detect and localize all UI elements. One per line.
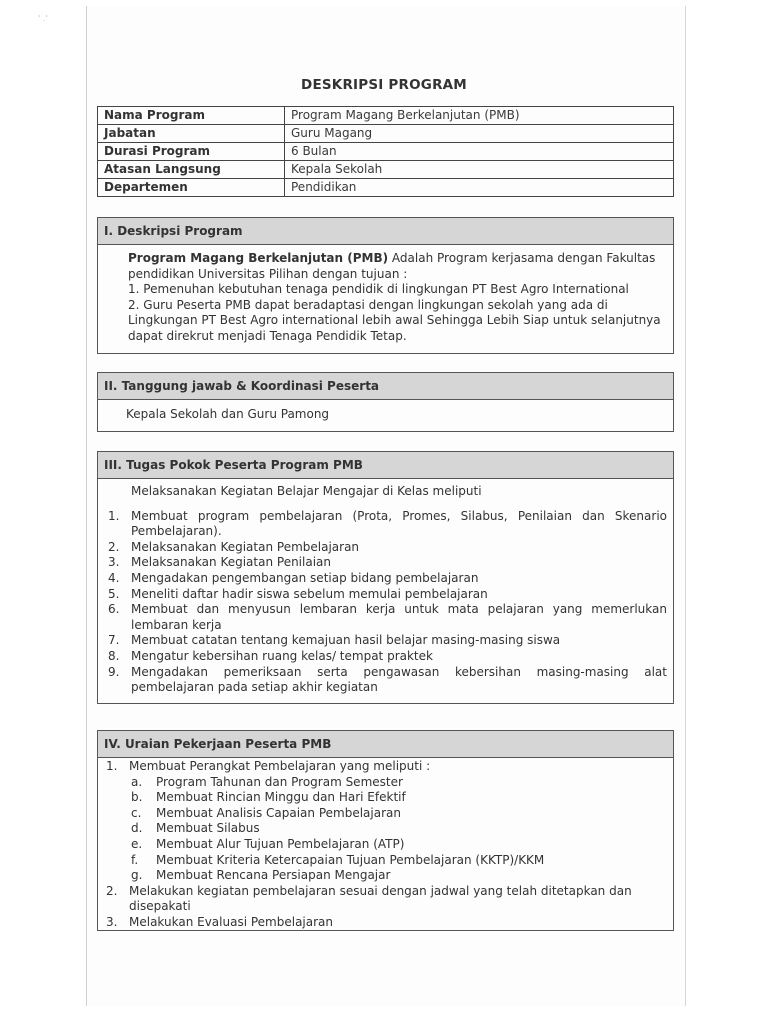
item-text: Melaksanakan Kegiatan Penilaian xyxy=(131,555,331,570)
info-label: Atasan Langsung xyxy=(98,161,285,179)
item-text: Mengadakan pemeriksaan serta pengawasan kebersihan masing-masing alat pembelajaran pada setiap akhir kegiatan xyxy=(131,664,667,695)
item-number: 2. xyxy=(108,539,120,554)
sub-letter: a. xyxy=(131,774,143,789)
sub-item xyxy=(106,821,673,837)
sub-item xyxy=(106,853,673,869)
list-item xyxy=(108,587,667,603)
item-text: Meneliti daftar hadir siswa sebelum memulai pembelajaran xyxy=(131,586,488,601)
section-body xyxy=(98,479,673,696)
list-item xyxy=(108,633,667,649)
sub-letter: b. xyxy=(131,790,143,805)
goal-item: 1. Pemenuhan kebutuhan tenaga pendidik di lingkungan PT Best Agro International xyxy=(128,282,629,297)
goal-item: 2. Guru Peserta PMB dapat beradaptasi dengan lingkungan sekolah yang ada di Lingkungan PT Best Agro international lebih awal Sehingga Lebih Siap untuk selanjutnya dapat direkrut menjadi Tenaga Pendidik Tetap. xyxy=(128,297,661,343)
section-intro: Melaksanakan Kegiatan Belajar Mengajar di Kelas meliputi xyxy=(131,484,482,498)
item-text: Mengadakan pengembangan setiap bidang pembelajaran xyxy=(131,570,479,585)
sub-item xyxy=(106,837,673,853)
table-row xyxy=(98,161,674,179)
item-number: 3. xyxy=(108,555,120,570)
list-item xyxy=(108,555,667,571)
item-number: 1. xyxy=(108,508,120,523)
info-value: Kepala Sekolah xyxy=(285,161,674,179)
item-text: Melaksanakan Kegiatan Pembelajaran xyxy=(131,539,360,554)
sub-text: Membuat Alur Tujuan Pembelajaran (ATP) xyxy=(156,836,405,851)
item-number: 7. xyxy=(108,633,120,648)
sub-text: Program Tahunan dan Program Semester xyxy=(156,774,403,789)
table-row xyxy=(98,143,674,161)
list-item xyxy=(108,602,667,633)
section-body xyxy=(98,245,673,345)
item-text: Membuat catatan tentang kemajuan hasil belajar masing-masing siswa xyxy=(131,633,561,648)
item-number: 4. xyxy=(108,570,120,585)
section-header: IV. Uraian Pekerjaan Peserta PMB xyxy=(98,731,673,758)
section-text: Kepala Sekolah dan Guru Pamong xyxy=(126,407,330,421)
item-text: Melakukan kegiatan pembelajaran sesuai dengan jadwal yang telah ditetapkan dan disepakati xyxy=(129,883,632,914)
section-tugas-pokok xyxy=(97,451,674,704)
table-row xyxy=(98,179,674,197)
sub-letter: f. xyxy=(131,852,139,867)
info-label: Departemen xyxy=(98,179,285,197)
section-header: II. Tanggung jawab & Koordinasi Peserta xyxy=(98,373,673,400)
info-label: Jabatan xyxy=(98,125,285,143)
list-item xyxy=(106,915,673,931)
list-item xyxy=(106,759,673,775)
scan-speck: ' .' xyxy=(38,14,48,23)
info-value: Pendidikan xyxy=(285,179,674,197)
section-header: I. Deskripsi Program xyxy=(98,218,673,245)
section-deskripsi-program xyxy=(97,217,674,354)
info-label: Durasi Program xyxy=(98,143,285,161)
program-description xyxy=(128,251,663,282)
section-uraian-pekerjaan xyxy=(97,730,674,931)
sub-item xyxy=(106,868,673,884)
item-number: 9. xyxy=(108,664,120,679)
item-text: Melakukan Evaluasi Pembelajaran xyxy=(129,914,333,929)
description-text: Adalah Program kerjasama dengan Fakultas pendidikan Universitas Pilihan dengan tujuan : xyxy=(128,251,656,281)
sub-letter: c. xyxy=(131,805,142,820)
list-item xyxy=(108,540,667,556)
item-number: 5. xyxy=(108,586,120,601)
table-row xyxy=(98,107,674,125)
document-title: DESKRIPSI PROGRAM xyxy=(301,77,467,93)
program-name-bold: Program Magang Berkelanjutan (PMB) xyxy=(128,251,389,265)
list-item xyxy=(108,649,667,665)
list-item xyxy=(108,665,667,696)
sub-text: Membuat Analisis Capaian Pembelajaran xyxy=(156,805,401,820)
task-list xyxy=(98,509,673,696)
list-item xyxy=(108,509,667,540)
program-info-table xyxy=(97,106,674,197)
item-number: 3. xyxy=(106,914,118,929)
item-text: Membuat Perangkat Pembelajaran yang meliputi : xyxy=(129,759,431,773)
sub-text: Membuat Rencana Persiapan Mengajar xyxy=(156,868,391,883)
info-value: Guru Magang xyxy=(285,125,674,143)
info-value: 6 Bulan xyxy=(285,143,674,161)
info-label: Nama Program xyxy=(98,107,285,125)
info-value: Program Magang Berkelanjutan (PMB) xyxy=(285,107,674,125)
item-text: Membuat program pembelajaran (Prota, Promes, Silabus, Penilaian dan Skenario Pembelajaran). xyxy=(131,508,667,539)
sub-text: Membuat Kriteria Ketercapaian Tujuan Pembelajaran (KKTP)/KKM xyxy=(156,852,545,867)
sub-letter: g. xyxy=(131,868,143,883)
sub-text: Membuat Silabus xyxy=(156,821,260,836)
table-row xyxy=(98,125,674,143)
item-number: 6. xyxy=(108,602,120,617)
sub-letter: e. xyxy=(131,836,143,851)
sub-letter: d. xyxy=(131,821,143,836)
section-header: III. Tugas Pokok Peserta Program PMB xyxy=(98,452,673,479)
list-item xyxy=(106,884,673,915)
list-item xyxy=(108,571,667,587)
sub-item xyxy=(106,806,673,822)
item-number: 2. xyxy=(106,883,118,898)
sub-item xyxy=(106,775,673,791)
item-text: Mengatur kebersihan ruang kelas/ tempat praktek xyxy=(131,648,433,663)
section-body xyxy=(98,758,673,931)
section-tanggung-jawab xyxy=(97,372,674,432)
sub-text: Membuat Rincian Minggu dan Hari Efektif xyxy=(156,790,406,805)
item-text: Membuat dan menyusun lembaran kerja untuk mata pelajaran yang memerlukan lembaran kerja xyxy=(131,602,667,632)
item-number: 1. xyxy=(106,759,118,773)
item-number: 8. xyxy=(108,648,120,663)
sub-item xyxy=(106,790,673,806)
